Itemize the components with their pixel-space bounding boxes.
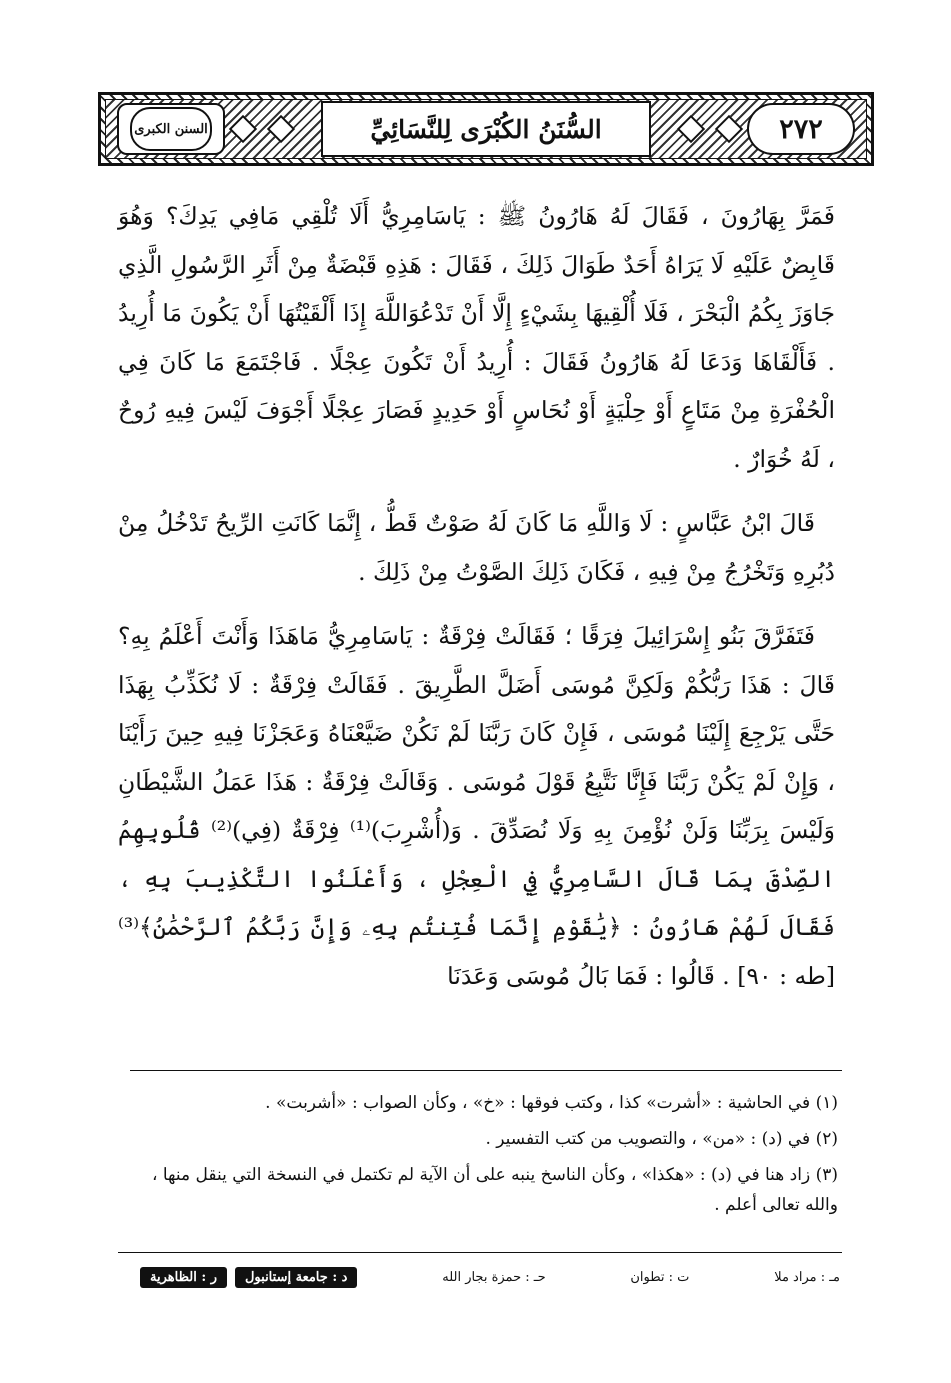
page-number-cartouche xyxy=(747,103,855,155)
emblem-cartouche xyxy=(117,103,225,155)
emblem-logo: السنن الكبرى xyxy=(130,107,212,151)
paragraph: فَمَرَّ بِهَارُونَ ، فَقَالَ لَهُ هَارُونُ ﷺ : يَاسَامِرِيُّ أَلَا تُلْقِي مَافِي يَدِكَ؟ وَهُوَ قَابِضٌ عَلَيْهِ لَا يَرَاهُ أَحَدٌ طَوَالَ ذَلِكَ ، فَقَالَ : هَذِهِ قَبْضَةٌ مِنْ أَثَرِ الرَّسُولِ الَّذِي جَاوَزَ بِكُمُ الْبَحْرَ ، فَلَا أُلْقِيهَا بِشَيْءٍ إِلَّا أَنْ تَدْعُوَاللَّهَ إِذَا أَلْقَيْتُهَا أَنْ يَكُونَ مَا أُرِيدُ . فَأَلْقَاهَا وَدَعَا لَهُ هَارُونُ فَقَالَ : أُرِيدُ أَنْ تَكُونَ عِجْلًا . فَاجْتَمَعَ مَا كَانَ فِي الْحُفْرَةِ مِنْ مَتَاعٍ أَوْ حِلْيَةٍ أَوْ نُحَاسٍ أَوْ حَدِيدٍ فَصَارَ عِجْلًا أَجْوَفَ لَيْسَ فِيهِ رُوحٌ ، لَهُ خُوَارٌ . xyxy=(118,202,835,473)
footnote-divider xyxy=(130,1070,842,1071)
book-title-cartouche xyxy=(321,101,651,157)
siglum-item: حـ : حمزة بجار الله xyxy=(442,1269,546,1285)
footnote: (٢) في (د) : «من» ، والتصويب من كتب التفسير . xyxy=(485,1129,838,1149)
siglum-tags xyxy=(140,1267,357,1288)
footnote: (٣) زاد هنا في (د) : «هكذا» ، وكأن الناسخ ينبه على أن الآية لم تكتمل في النسخة التي ينقل منها ، والله تعالى أعلم . xyxy=(151,1165,838,1215)
book-title: السُّنَنُ الكُبْرَى لِلنَّسَائِيِّ xyxy=(370,114,602,144)
bottom-divider xyxy=(118,1252,842,1253)
siglum-tag: ر : الظاهرية xyxy=(140,1267,227,1288)
page-number: ٢٧٢ xyxy=(779,113,823,145)
siglum-item: مـ : مراد ملا xyxy=(774,1269,840,1285)
siglum-item: ت : تطوان xyxy=(630,1269,690,1285)
paragraph: قَالَ ابْنُ عَبَّاسٍ : لَا وَاللَّهِ مَا كَانَ لَهُ صَوْتٌ قَطُّ ، إِنَّمَا كَانَتِ الرِّيحُ تَدْخُلُ مِنْ دُبُرِهِ وَتَخْرُجُ مِنْ فِيهِ ، فَكَانَ ذَلِكَ الصَّوْتُ مِنْ ذَلِكَ . xyxy=(118,509,835,586)
footnotes xyxy=(122,1088,838,1226)
siglum-tag: د : جامعة إستانبول xyxy=(235,1267,357,1288)
page-header xyxy=(98,92,874,166)
manuscript-sigla-bar xyxy=(140,1262,840,1292)
paragraph: فَتَفَرَّقَ بَنُو إِسْرَائِيلَ فِرَقًا ؛ فَقَالَتْ فِرْقَةٌ : يَاسَامِرِيُّ مَاهَذَا وَأَنْتَ أَعْلَمُ بِهِ؟ قَالَ : هَذَا رَبُّكُمْ وَلَكِنَّ مُوسَى أَضَلَّ الطَّرِيقَ . فَقَالَتْ فِرْقَةٌ : لَا نُكَذِّبُ بِهَذَا حَتَّى يَرْجِعَ إِلَيْنَا مُوسَى ، فَإِنْ كَانَ رَبَّنَا لَمْ نَكُنْ ضَيَّعْنَاهُ وَعَجَزْنَا فِيهِ حِينَ رَأَيْنَا ، وَإِنْ لَمْ يَكُنْ رَبَّنَا فَإِنَّا نَتَّبِعُ قَوْلَ مُوسَى . وَقَالَتْ فِرْقَةٌ : هَذَا عَمَلُ الشَّيْطَانِ وَلَيْسَ بِرَبِّنَا وَلَنْ نُؤْمِنَ بِهِ وَلَا نُصَدِّقَ . وَ(أُشْرِبَ)⁽¹⁾ فِرْقَةٌ (فِي)⁽²⁾ قُلُوبِهِمُ الصِّدْقَ بِمَا قَالَ السَّامِرِيُّ فِي الْعِجْلِ ، وَأَعْلَنُوا التَّكْذِيبَ بِهِ ، فَقَالَ لَهُمْ هَارُونُ : ﴿يَٰقَوْمِ إِنَّمَا فُتِنتُم بِهِۦ وَإِنَّ رَبَّكُمُ ٱلرَّحْمَٰنُ﴾⁽³⁾ [طه : ٩٠] . قَالُوا : فَمَا بَالُ مُوسَى وَعَدَنَا xyxy=(118,622,836,990)
main-text xyxy=(118,192,835,1000)
footnote: (١) في الحاشية : «أشرت» كذا ، وكتب فوقها : «خ» ، وكأن الصواب : «أشربت» . xyxy=(265,1093,838,1113)
